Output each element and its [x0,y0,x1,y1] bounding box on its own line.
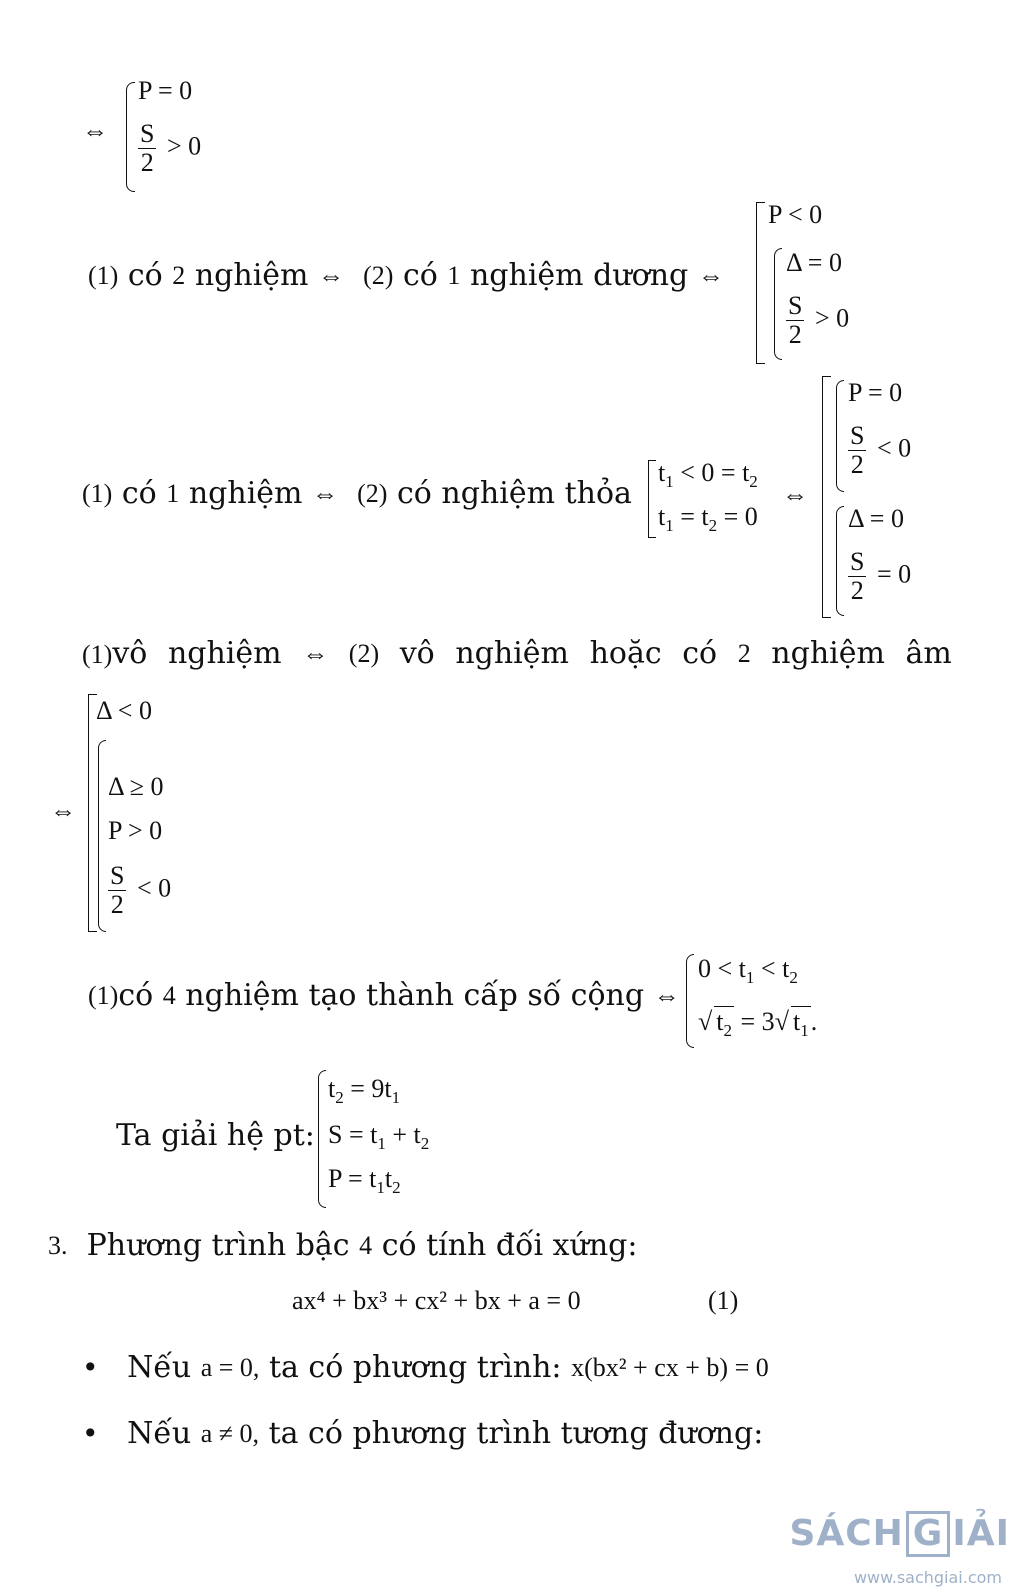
equiv-symbol: ⇔ [82,116,108,145]
system-eq-s: $S = t_1 + t_2$ [328,1120,430,1153]
condition-s-half-gt-0: $\frac{S}{2}$ > 0 [788,291,850,349]
condition-p-eq-0: P = 0 [138,76,193,105]
condition-t1-eq-t2-eq-0: $t_1 = t_2 = 0$ [658,502,758,535]
condition-t1-lt-0-eq-t2: $t_1 < 0 = t_2$ [658,458,758,491]
condition-sqrt-relation: √ $t_2 = 3√$ $t_1$. [698,1007,818,1040]
condition-delta-eq-0: Δ = 0 [848,504,904,533]
condition-p-gt-0: P > 0 [108,816,163,845]
condition-p-eq-0: P = 0 [848,378,903,407]
bullet-a-ne-0: • Nếu a ≠ 0, ta có phương trình tương đương: [82,1416,764,1451]
solve-system-label: Ta giải hệ pt: [116,1118,315,1153]
system-eq-p: $P = t_1t_2$ [328,1164,401,1197]
condition-s-half-lt-0: $\frac{S}{2}$ < 0 [850,421,912,479]
system-eq-t2: $t_2 = 9t_1$ [328,1074,401,1107]
bullet-dot-icon: • [82,1351,99,1384]
condition-s-half-lt-0: $\frac{S}{2}$ < 0 [110,861,172,919]
system-brace [836,506,844,616]
condition-p-lt-0: P < 0 [768,200,823,229]
union-bracket [648,460,656,538]
union-bracket [756,202,765,364]
line-two-solutions: (1) có 2 nghiệm ⇔ (2) có 1 nghiệm dương ⇔ [88,258,724,293]
main-equation: ax⁴ + bx³ + cx² + bx + a = 0 [292,1286,581,1315]
equiv-symbol: ⇔ [782,480,808,509]
system-brace [774,248,782,360]
condition-s-half-eq-0: $\frac{S}{2}$ = 0 [850,547,912,605]
condition-delta-eq-0: Δ = 0 [786,248,842,277]
watermark-url: www.sachgiai.com [853,1568,1002,1587]
union-bracket [822,376,831,618]
system-brace [686,954,694,1048]
line-no-solution: (1)vô nghiệm ⇔ (2) vô nghiệm hoặc có 2 nghiệm âm [82,636,952,671]
equiv-symbol: ⇔ [50,796,76,825]
condition-delta-ge-0: Δ ≥ 0 [108,772,164,801]
union-bracket [88,694,97,932]
sachgiai-logo: SÁCH G IẢI [789,1511,1010,1557]
system-brace [318,1070,326,1208]
bullet-dot-icon: • [82,1417,99,1450]
bullet-a-eq-0: • Nếu a = 0, ta có phương trình: x(bx² + cx + b) = 0 [82,1350,769,1385]
condition-0-lt-t1-lt-t2: $0 < t_1 < t_2$ [698,954,798,987]
system-brace [98,740,106,932]
section-3-heading: 3. Phương trình bậc 4 có tính đối xứng: [48,1228,638,1263]
equation-label: (1) [708,1286,739,1315]
line-one-solution: (1) có 1 nghiệm ⇔ (2) có nghiệm thỏa [82,476,632,511]
condition-delta-lt-0: Δ < 0 [96,696,152,725]
line-arithmetic-progression: (1) có 4 nghiệm tạo thành cấp số cộng ⇔ [88,978,680,1013]
system-brace [126,82,135,192]
system-brace [836,380,844,492]
condition-s-half-gt-0: $\frac{S}{2}$ > 0 [140,119,202,177]
